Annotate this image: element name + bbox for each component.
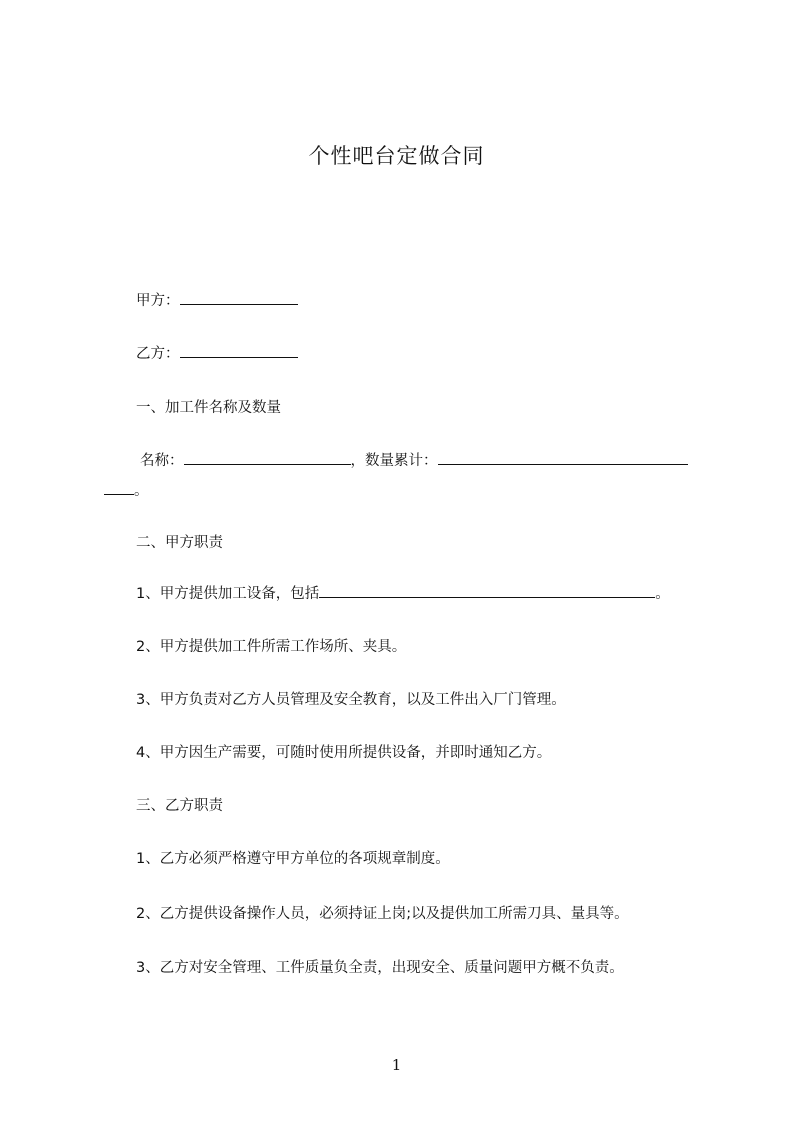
section2-item2: 2、甲方提供加工件所需工作场所、夹具。: [136, 639, 407, 655]
section3-heading: 三、乙方职责: [136, 798, 223, 814]
quantity-blank[interactable]: [438, 451, 688, 465]
section2-item4: 4、甲方因生产需要，可随时使用所提供设备，并即时通知乙方。: [136, 745, 552, 761]
quantity-blank-continued[interactable]: [104, 481, 134, 495]
page-number: 1: [391, 1056, 402, 1074]
name-blank[interactable]: [184, 451, 351, 465]
party-a-line: [136, 291, 298, 311]
section1-heading: 一、加工件名称及数量: [136, 400, 281, 416]
party-b-line: [136, 344, 298, 364]
quantity-continuation-line: [104, 481, 149, 501]
section2-item1-text: 1、甲方提供加工设备，包括: [136, 586, 320, 602]
party-a-blank[interactable]: [180, 291, 298, 305]
party-a-label: 甲方：: [136, 293, 180, 309]
quantity-label: 数量累计：: [365, 453, 438, 469]
quantity-end-mark: 。: [134, 483, 149, 499]
section2-item1: [136, 584, 670, 604]
separator-comma: ，: [350, 453, 365, 469]
party-b-label: 乙方：: [136, 346, 180, 362]
section2-heading: 二、甲方职责: [136, 535, 223, 551]
section3-item2: 2、乙方提供设备操作人员，必须持证上岗;以及提供加工所需刀具、量具等。: [136, 906, 629, 922]
equipment-blank[interactable]: [319, 584, 655, 598]
party-b-blank[interactable]: [180, 344, 298, 358]
document-title: 个性吧台定做合同: [308, 144, 485, 168]
section2-item1-end: 。: [655, 586, 670, 602]
section3-item3: 3、乙方对安全管理、工件质量负全责，出现安全、质量问题甲方概不负责。: [136, 960, 624, 976]
section3-item1: 1、乙方必须严格遵守甲方单位的各项规章制度。: [136, 851, 450, 867]
name-label: 名称：: [140, 453, 184, 469]
name-quantity-line: [140, 451, 688, 471]
section2-item3: 3、甲方负责对乙方人员管理及安全教育，以及工件出入厂门管理。: [136, 692, 566, 708]
